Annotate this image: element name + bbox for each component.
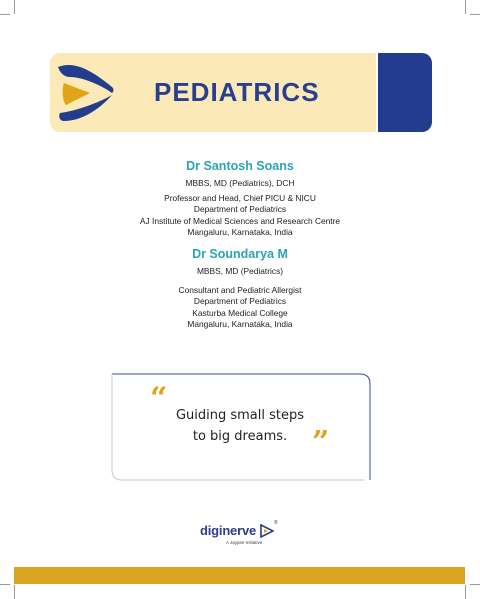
crop-mark-tl-v: [14, 0, 15, 14]
page-title: PEDIATRICS: [154, 77, 320, 107]
diginerve-logo: [200, 520, 282, 549]
crop-mark-br-v: [465, 585, 466, 599]
author-affiliation-line: Consultant and Pediatric Allergist: [178, 285, 302, 296]
crop-mark-bl-v: [14, 585, 15, 599]
brand-tagline: A Jaypee Initiative: [226, 540, 263, 545]
author-affiliation-line: Professor and Head, Chief PICU & NICU: [164, 193, 316, 204]
author-degrees: MBBS, MD (Pediatrics), DCH: [185, 178, 295, 188]
author-name: Dr Santosh Soans: [186, 159, 294, 173]
author-affiliation-line: Department of Pediatrics: [193, 204, 287, 215]
crop-mark-tr-v: [465, 0, 466, 14]
author-affiliation-line: Kasturba Medical College: [192, 307, 288, 318]
crop-mark-tl-h: [0, 14, 10, 15]
brand-name-part: nerve: [222, 523, 257, 538]
header-accent-block: [378, 53, 432, 132]
author-affiliation-line: Department of Pediatrics: [193, 296, 287, 307]
author-name: Dr Soundarya M: [192, 247, 288, 262]
author-affiliation-line: AJ Institute of Medical Sciences and Research Centre: [139, 215, 341, 226]
brand-name-part: digi: [200, 523, 223, 538]
brand-wordmark: [200, 523, 256, 538]
quote-open-mark: “: [150, 381, 168, 416]
registered-mark: ®: [274, 520, 278, 526]
brand-arrow-icon: [260, 524, 274, 538]
crop-mark-br-h: [470, 584, 480, 585]
authors-section: [0, 158, 480, 330]
quote-line: to big dreams.: [192, 429, 288, 444]
author-degrees: MBBS, MD (Pediatrics): [196, 266, 284, 277]
quote-close-mark: ”: [312, 425, 330, 460]
quote-text: [160, 405, 320, 447]
footer-bar: [14, 567, 465, 584]
header-banner: [50, 53, 376, 132]
quote-line: Guiding small steps: [175, 408, 305, 423]
crop-mark-bl-h: [0, 584, 10, 585]
author-affiliation-line: Mangaluru, Karnataka, India: [187, 318, 293, 329]
crop-mark-tr-h: [470, 14, 480, 15]
author-affiliation-line: Mangaluru, Karnataka, India: [187, 226, 293, 237]
play-arrow-logo-icon: [54, 61, 116, 125]
